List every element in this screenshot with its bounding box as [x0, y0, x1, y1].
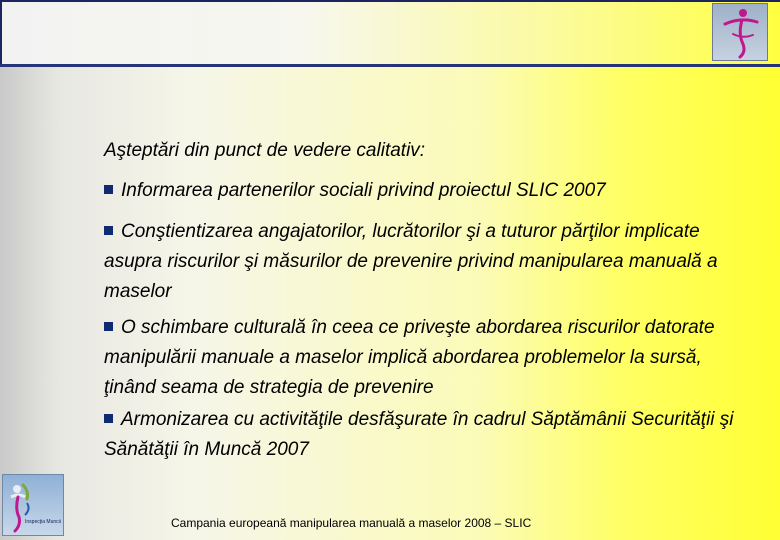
frame-left-border	[0, 0, 2, 64]
logo-caption: Inspecţia Muncii	[25, 519, 61, 525]
bullet-text: Armonizarea cu activităţile desfăşurate în cadrul Săptămânii Securităţii şi Sănătăţii în Muncă 2007	[104, 409, 734, 460]
footer-text: Campania europeană manipularea manuală a maselor 2008 – SLIC	[171, 516, 532, 530]
square-bullet-icon	[104, 185, 113, 194]
bullet-text: O schimbare culturală în ceea ce priveşte abordarea riscurilor datorate manipulării manuale a maselor implică abordarea problemelor la sursă, ţinând seama de strategia de prevenire	[104, 317, 715, 398]
square-bullet-icon	[104, 322, 113, 331]
bullet-text: Informarea partenerilor sociali privind proiectul SLIC 2007	[121, 180, 606, 201]
bullet-item	[104, 176, 734, 206]
header-bar	[0, 0, 780, 64]
bullet-item	[104, 217, 734, 307]
frame-top-border	[0, 0, 780, 2]
square-bullet-icon	[104, 226, 113, 235]
labour-inspection-logo-icon	[2, 474, 64, 536]
section-heading: Aşteptări din punct de vedere calitativ:	[104, 140, 426, 161]
bullet-text: Conştientizarea angajatorilor, lucrătorilor şi a tuturor părţilor implicate asupra riscurilor şi măsurilor de prevenire privind manipularea manuală a maselor	[104, 221, 718, 302]
stylized-figure-logo-icon	[712, 3, 768, 61]
square-bullet-icon	[104, 414, 113, 423]
bullet-item	[104, 313, 734, 403]
header-divider	[0, 64, 780, 67]
bullet-item	[104, 405, 734, 465]
